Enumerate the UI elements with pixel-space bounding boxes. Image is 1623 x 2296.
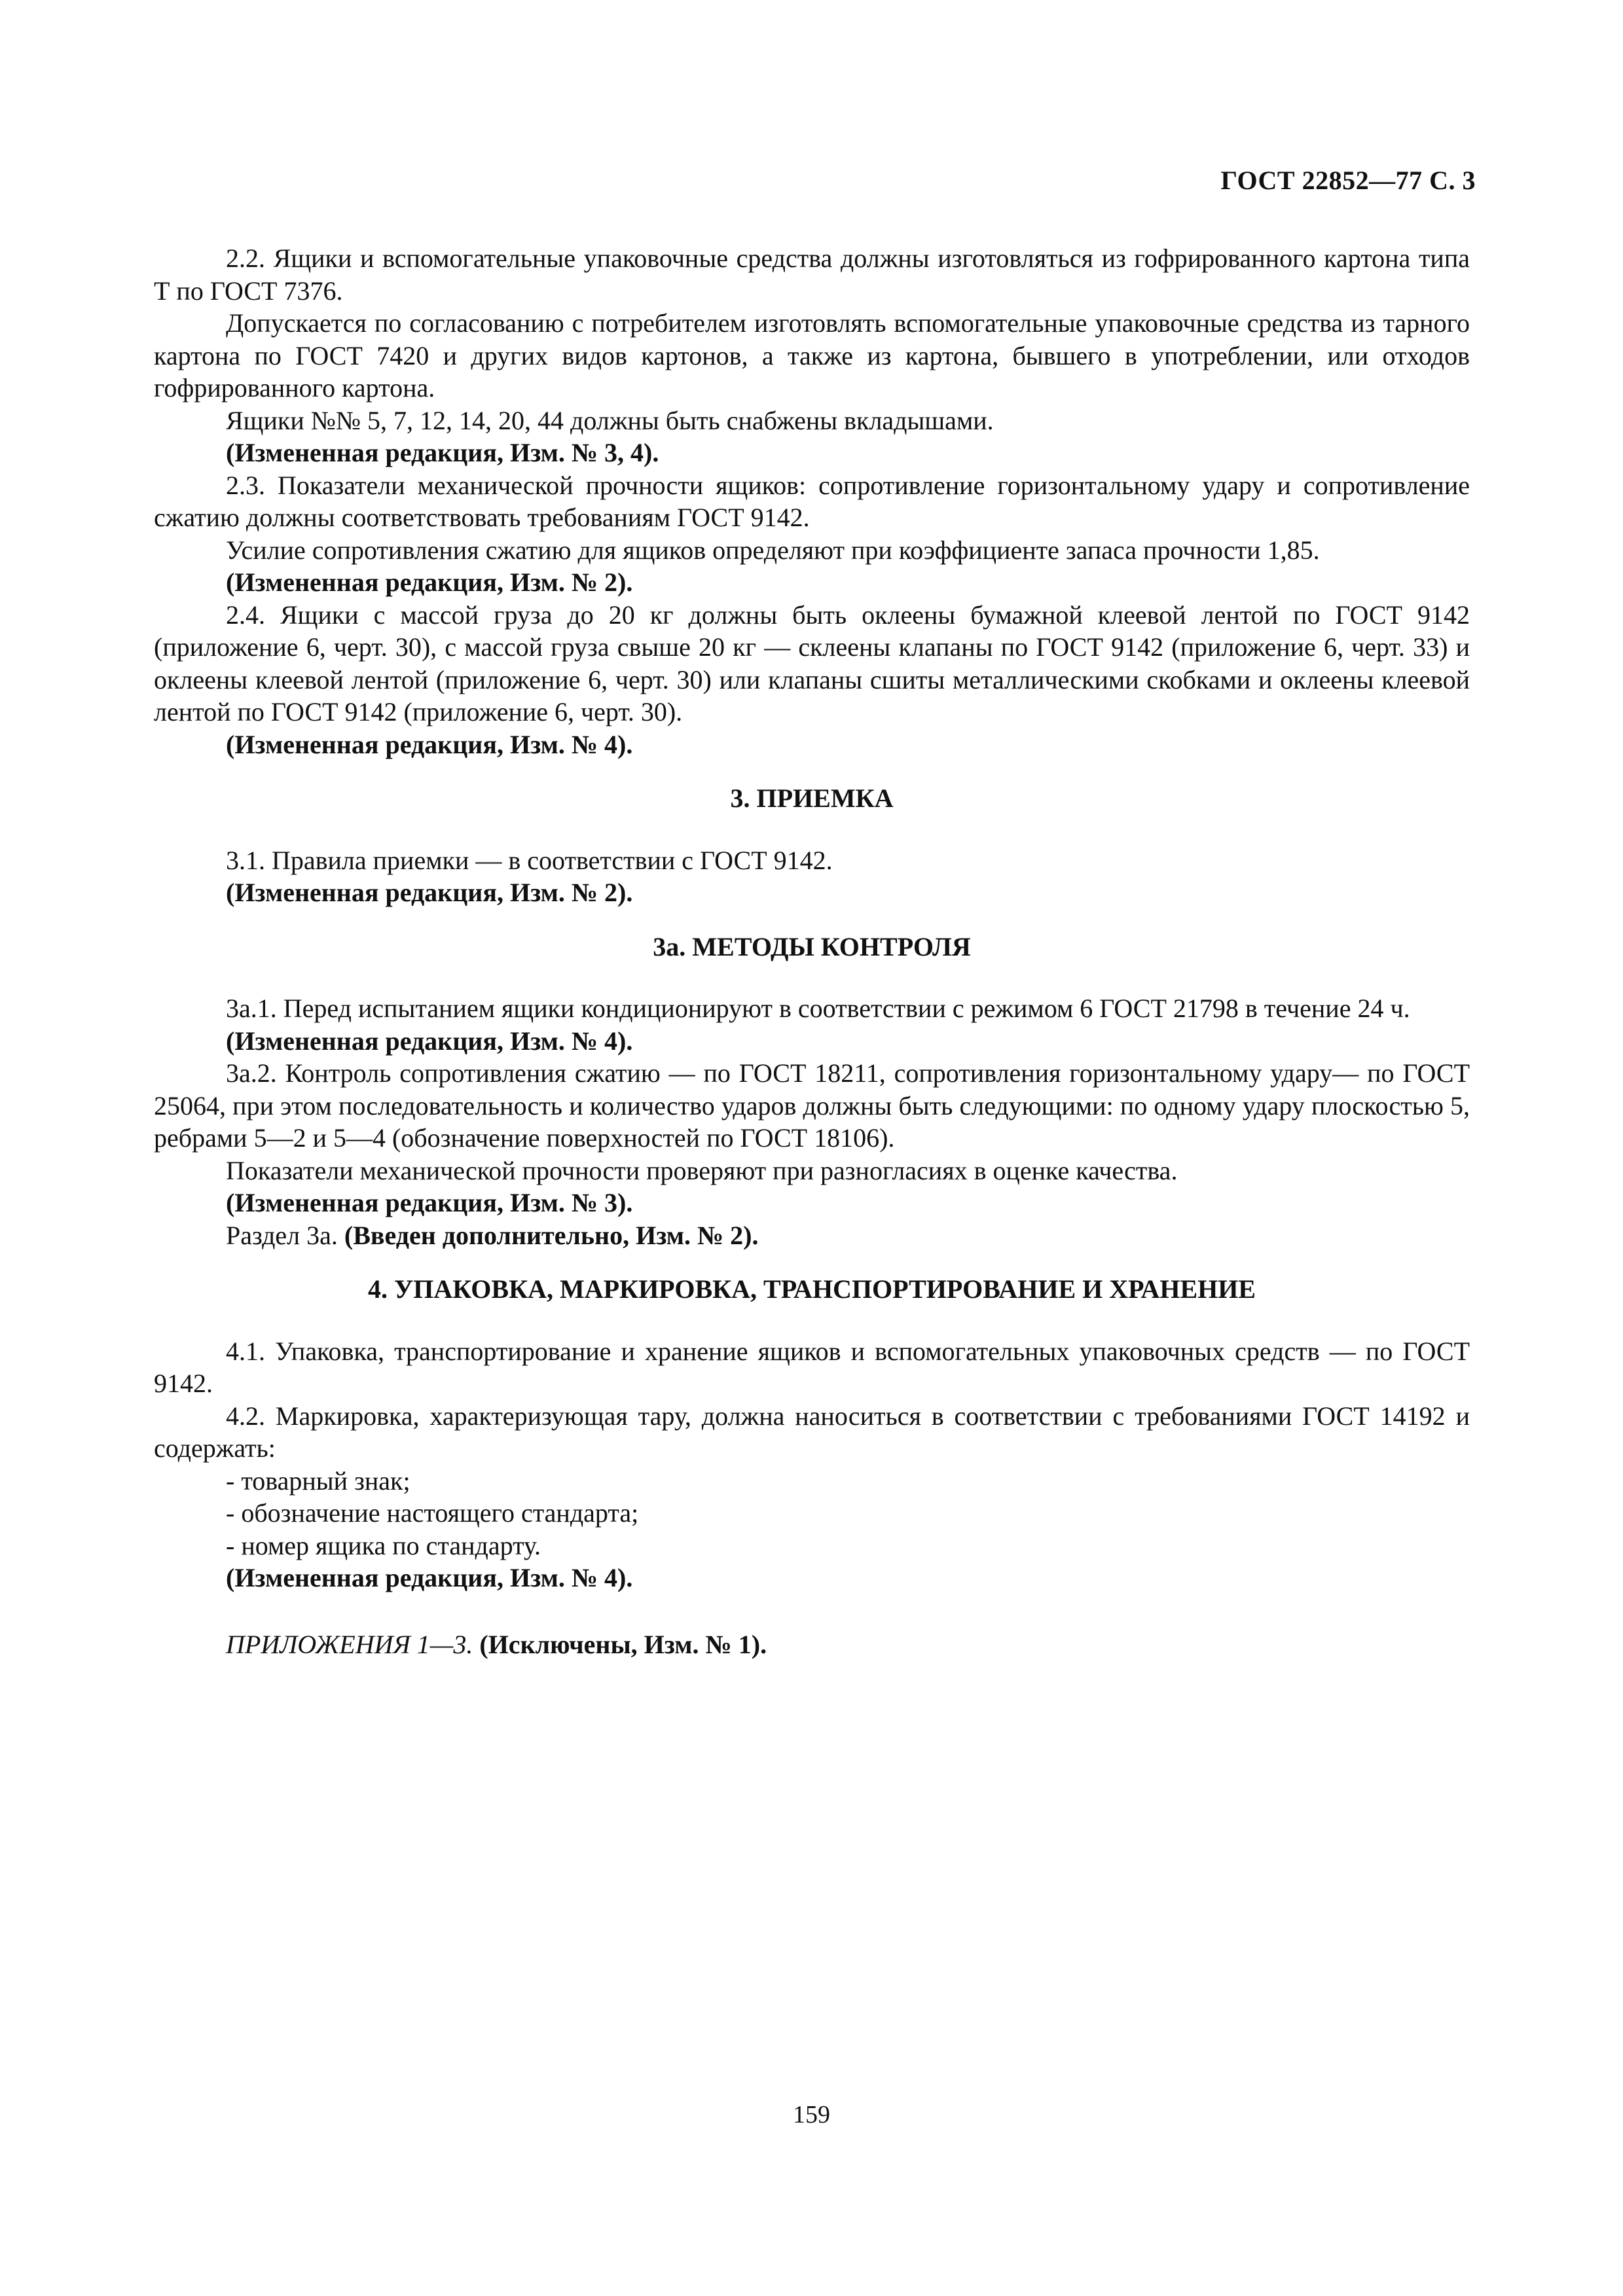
clause-2-2-allowance: Допускается по согласованию с потребителем изготовлять вспомогательные упаковочные средства из тарного картона по ГОСТ 7420 и других видов картонов, а также из картона, бывшего в употреблении, или отходов гофрированного картона.	[154, 308, 1470, 403]
clause-3a-1: 3а.1. Перед испытанием ящики кондиционируют в соответствии с режимом 6 ГОСТ 21798 в течение 24 ч.	[226, 994, 1410, 1023]
revision-note: (Измененная редакция, Изм. № 4).	[226, 1026, 633, 1056]
document-body	[154, 242, 1470, 1660]
clause-3a-2: 3а.2. Контроль сопротивления сжатию — по ГОСТ 18211, сопротивления горизонтальному удару— по ГОСТ 25064, при этом последовательность и количество ударов должны быть следующими: по одному удару плоскостью 5, ребрами 5—2 и 5—4 (обозначение поверхностей по ГОСТ 18106).	[154, 1058, 1470, 1153]
page-number: 159	[793, 2101, 830, 2128]
clause-3a-2-strength: Показатели механической прочности проверяют при разногласиях в оценке качества.	[226, 1155, 1178, 1185]
revision-note: (Измененная редакция, Изм. № 2).	[226, 567, 633, 597]
revision-note: (Измененная редакция, Изм. № 4).	[226, 729, 633, 759]
list-item: - номер ящика по стандарту.	[226, 1530, 541, 1560]
section-heading-packaging: 4. УПАКОВКА, МАРКИРОВКА, ТРАНСПОРТИРОВАНИЕ И ХРАНЕНИЕ	[367, 1274, 1256, 1304]
clause-2-4: 2.4. Ящики с массой груза до 20 кг должны быть оклеены бумажной клеевой лентой по ГОСТ 9142 (приложение 6, черт. 30), с массой груза свыше 20 кг — склеены клапаны по ГОСТ 9142 (приложение 6, черт. 33) и оклеены клеевой лентой (приложение 6, черт. 30) или клапаны сшиты металлическими скобками и оклеены клеевой лентой по ГОСТ 9142 (приложение 6, черт. 30).	[154, 600, 1470, 726]
clause-2-3: 2.3. Показатели механической прочности ящиков: сопротивление горизонтальному удару и сопротивление сжатию должны соответствовать требованиям ГОСТ 9142.	[154, 470, 1470, 532]
revision-note: (Измененная редакция, Изм. № 3, 4).	[226, 438, 659, 467]
clause-4-2: 4.2. Маркировка, характеризующая тару, должна наноситься в соответствии с требованиями ГОСТ 14192 и содержать:	[154, 1401, 1470, 1463]
revision-note: (Измененная редакция, Изм. № 4).	[226, 1563, 633, 1592]
list-item: - товарный знак;	[226, 1465, 410, 1496]
appendix-status: (Исключены, Изм. № 1).	[479, 1629, 767, 1659]
clause-2-3-force: Усилие сопротивления сжатию для ящиков определяют при коэффициенте запаса прочности 1,85.	[226, 535, 1320, 565]
revision-note: (Измененная редакция, Изм. № 3).	[226, 1188, 633, 1217]
appendix-note	[154, 1628, 1470, 1661]
list-item: - обозначение настоящего стандарта;	[226, 1498, 639, 1528]
section-3a-note-label: Раздел 3а.	[226, 1220, 338, 1250]
clause-2-2: 2.2. Ящики и вспомогательные упаковочные средства должны изготовляться из гофрированного картона типа Т по ГОСТ 7376.	[154, 243, 1470, 306]
section-3a-note-bold: (Введен дополнительно, Изм. № 2).	[344, 1220, 759, 1250]
revision-note: (Измененная редакция, Изм. № 2).	[226, 878, 633, 907]
section-heading-control-methods: 3а. МЕТОДЫ КОНТРОЛЯ	[653, 931, 971, 961]
section-heading-acceptance: 3. ПРИЕМКА	[730, 783, 894, 813]
clause-2-2-inserts: Ящики №№ 5, 7, 12, 14, 20, 44 должны быть снабжены вкладышами.	[226, 405, 994, 435]
appendix-label: ПРИЛОЖЕНИЯ 1—3.	[226, 1629, 473, 1659]
clause-4-1: 4.1. Упаковка, транспортирование и хранение ящиков и вспомогательных упаковочных средств — по ГОСТ 9142.	[154, 1336, 1470, 1398]
page-header: ГОСТ 22852—77 С. 3	[1220, 166, 1476, 195]
section-3a-note	[154, 1219, 1470, 1252]
clause-3-1: 3.1. Правила приемки — в соответствии с ГОСТ 9142.	[226, 845, 833, 875]
